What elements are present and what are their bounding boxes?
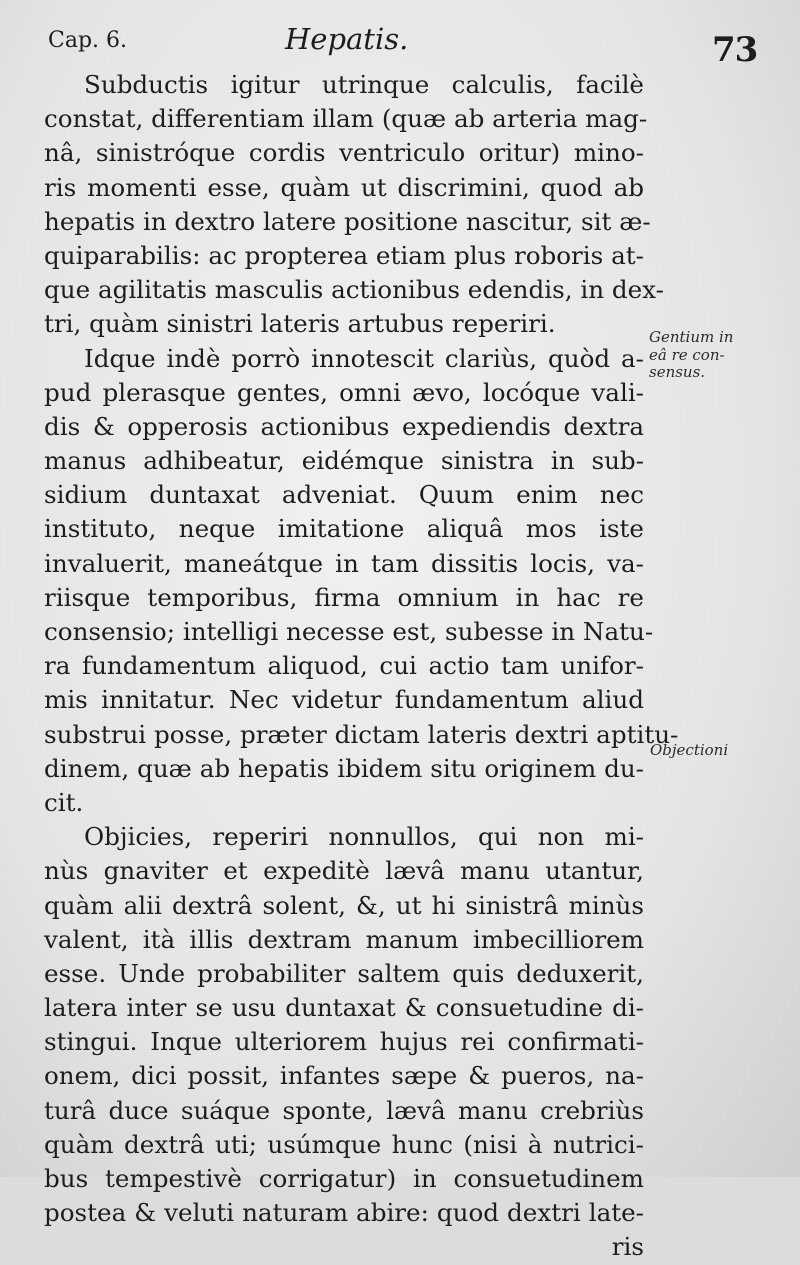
text-line: ris momenti esse, quàm ut discrimini, quod ab: [44, 172, 644, 202]
text-line: tri, quàm sinistri lateris artubus reperiri.: [44, 309, 556, 339]
paragraph-3: [44, 820, 644, 1230]
text-line: Subductis igitur utrinque calculis, facilè: [84, 70, 644, 99]
text-line: constat, differentiam illam (quæ ab arteria mag-: [44, 104, 648, 134]
catchword: ris: [611, 1232, 644, 1262]
text-line: quàm dextrâ uti; usúmque hunc (nisi à nutrici-: [44, 1129, 644, 1159]
text-line: dis & opperosis actionibus expediendis dextra: [44, 411, 644, 441]
text-line: mis innitatur. Nec videtur fundamentum aliud: [44, 685, 644, 715]
marginal-note-line: Objectioni: [650, 741, 729, 759]
text-line: bus tempestivè corrigatur) in consuetudinem: [44, 1164, 644, 1193]
text-line: instituto, neque imitatione aliquâ mos iste: [44, 514, 644, 544]
chapter-label: Cap. 6.: [48, 28, 128, 53]
marginal-note: [649, 327, 733, 382]
text-line: ra fundamentum aliquod, cui actio tam unifor-: [44, 651, 644, 681]
text-line: que agilitatis masculis actionibus edendis, in dex-: [44, 275, 664, 305]
text-line: sidium duntaxat adveniat. Quum enim nec: [44, 480, 644, 510]
text-line: invaluerit, maneátque in tam dissitis locis, va-: [44, 548, 644, 578]
text-line: quiparabilis: ac propterea etiam plus roboris at-: [44, 240, 644, 270]
text-line: substrui posse, præter dictam lateris dextri aptitu-: [44, 719, 679, 749]
text-line: stingui. Inque ulteriorem hujus rei confirmati-: [44, 1027, 644, 1057]
marginal-note-line: eâ re con-: [649, 346, 725, 364]
page-number: 73: [712, 30, 758, 70]
text-line: hepatis in dextro latere positione nascitur, sit æ-: [44, 206, 651, 236]
text-line: nùs gnaviter et expeditè lævâ manu utantur,: [44, 856, 644, 886]
text-line: cit.: [44, 787, 84, 817]
paragraph-1: [44, 68, 664, 342]
text-line: nâ, sinistróque cordis ventriculo oritur) mino-: [44, 138, 644, 168]
marginal-note-line: Gentium in: [649, 328, 734, 346]
text-line: postea & veluti naturam abire: quod dextri late-: [44, 1198, 644, 1228]
text-line: valent, ità illis dextram manum imbecilliorem: [44, 924, 644, 954]
text-line: manus adhibeatur, eidémque sinistra in sub-: [44, 446, 644, 476]
marginal-note-line: sensus.: [649, 363, 706, 381]
text-line: dinem, quæ ab hepatis ibidem situ originem du-: [44, 753, 644, 783]
running-title: Hepatis.: [285, 22, 409, 56]
text-line: Objicies, reperiri nonnullos, qui non mi-: [84, 822, 644, 852]
text-line: onem, dici possit, infantes sæpe & pueros, na-: [44, 1061, 644, 1091]
text-line: quàm alii dextrâ solent, &, ut hi sinistrâ minùs: [44, 890, 644, 920]
marginal-note: [650, 740, 728, 760]
text-line: consensio; intelligi necesse est, subesse in Natu-: [44, 617, 654, 646]
text-line: pud plerasque gentes, omni ævo, locóque vali-: [44, 377, 644, 407]
text-line: esse. Unde probabiliter saltem quis deduxerit,: [44, 958, 644, 988]
text-line: turâ duce suáque sponte, lævâ manu crebriùs: [44, 1095, 644, 1125]
text-line: riisque temporibus, firma omnium in hac re: [44, 582, 644, 612]
text-line: latera inter se usu duntaxat & consuetudine di-: [44, 993, 644, 1023]
running-head: [48, 14, 688, 64]
text-line: Idque indè porrò innotescit clariùs, quòd a-: [84, 343, 644, 373]
